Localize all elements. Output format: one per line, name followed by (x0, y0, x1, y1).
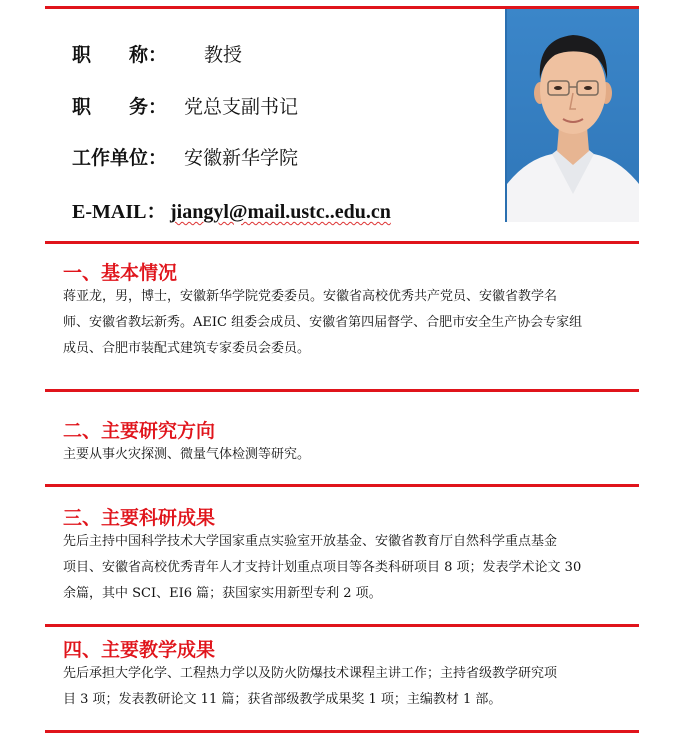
section-title-research-results: 三、主要科研成果 (63, 507, 216, 529)
profile-title-value: 教授 (204, 44, 243, 66)
profile-position-row (72, 92, 298, 119)
paragraph-line: 成员、合肥市装配式建筑专家委员会委员。 (63, 341, 311, 356)
paragraph-line: 蒋亚龙，男，博士，安徽新华学院党委委员。安徽省高校优秀共产党员、安徽省教学名 (63, 289, 558, 304)
profile-position-label: 职 务： (72, 96, 168, 118)
paragraph-line: 目 3 项；发表教研论文 11 篇；获省部级教学成果奖 1 项；主编教材 1 部。 (63, 692, 502, 707)
divider-1 (45, 241, 639, 244)
section-title-research: 二、主要研究方向 (63, 420, 216, 442)
paragraph-line: 先后承担大学化学、工程热力学以及防火防爆技术课程主讲工作；主持省级教学研究项 (63, 666, 558, 681)
profile-email-value[interactable]: jiangyl@mail.ustc..edu.cn (170, 201, 391, 223)
paragraph-line: 主要从事火灾探测、微量气体检测等研究。 (63, 447, 311, 462)
profile-unit-label: 工作单位： (72, 147, 168, 169)
paragraph-line: 先后主持中国科学技术大学国家重点实验室开放基金、安徽省教育厅自然科学重点基金 (63, 534, 558, 549)
section-body-teaching-results (63, 661, 639, 713)
divider-4 (45, 624, 639, 627)
section-title-basic: 一、基本情况 (63, 262, 178, 284)
divider-bottom (45, 730, 639, 733)
portrait-photo (505, 9, 639, 222)
section-body-basic (63, 284, 639, 362)
divider-3 (45, 484, 639, 487)
section-title-teaching-results: 四、主要教学成果 (63, 639, 216, 661)
profile-unit-row (72, 143, 298, 170)
profile-position-value: 党总支副书记 (184, 96, 299, 118)
section-body-research (63, 442, 639, 468)
profile-email-row (72, 195, 391, 224)
portrait-illustration (507, 9, 639, 222)
profile-unit-value: 安徽新华学院 (184, 147, 299, 169)
divider-2 (45, 389, 639, 392)
profile-title-label: 职 称： (72, 44, 168, 66)
paragraph-line: 余篇，其中 SCI、EI6 篇；获国家实用新型专利 2 项。 (63, 586, 382, 601)
profile-title-row (72, 40, 242, 67)
profile-email-label: E-MAIL： (72, 201, 167, 223)
section-body-research-results (63, 529, 639, 607)
paragraph-line: 师、安徽省教坛新秀。AEIC 组委会成员、安徽省第四届督学、合肥市安全生产协会专家组 (63, 315, 583, 330)
paragraph-line: 项目、安徽省高校优秀青年人才支持计划重点项目等各类科研项目 8 项；发表学术论文 30 (63, 560, 582, 575)
